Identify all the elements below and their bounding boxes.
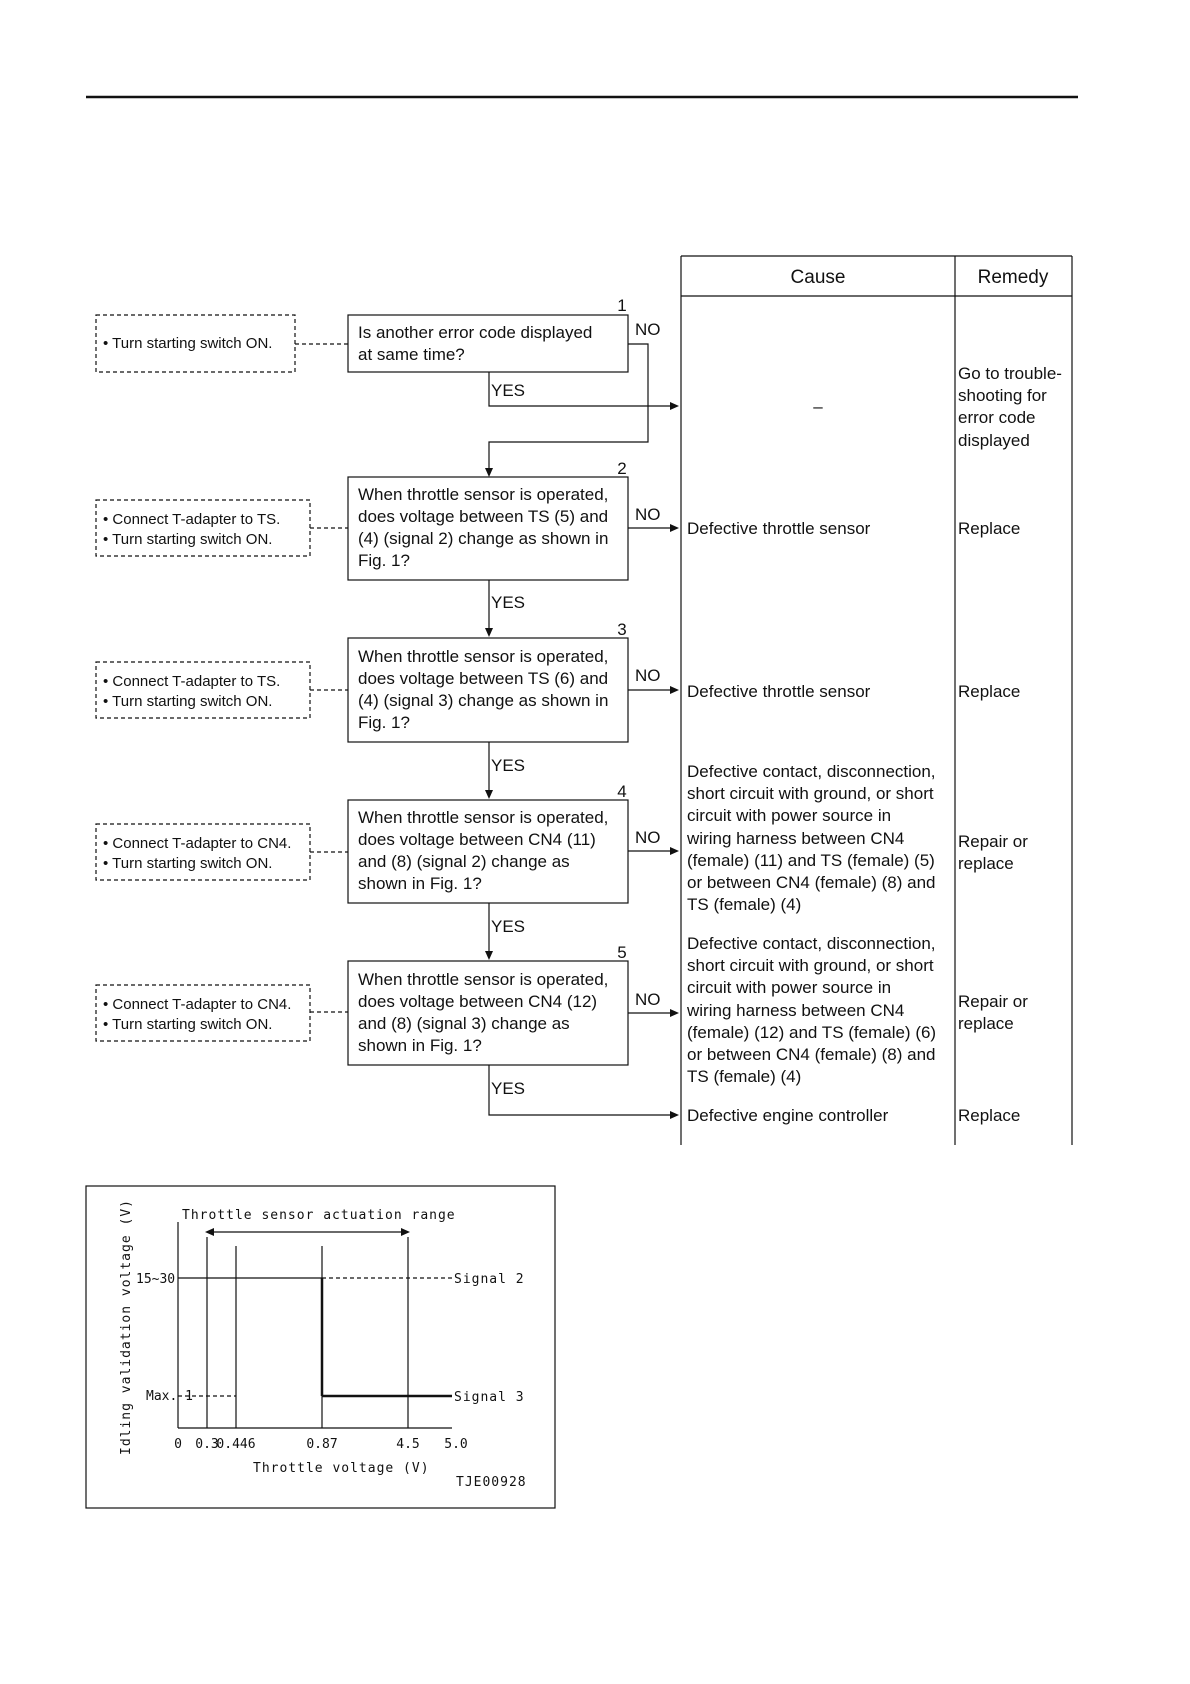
- question-1-line-2: at same time?: [358, 345, 465, 364]
- cause-4-line-2: short circuit with ground, or short: [687, 784, 934, 803]
- remedy-2: Replace: [958, 519, 1021, 538]
- question-3-line-4: Fig. 1?: [358, 713, 410, 732]
- yes-label-1: YES: [491, 381, 526, 400]
- figure-code: TJE00928: [456, 1475, 527, 1490]
- cause-4-line-7: TS (female) (4): [687, 895, 802, 914]
- cause-5-line-5: (female) (12) and TS (female) (6): [687, 1023, 937, 1042]
- no-label-5: NO: [635, 990, 661, 1009]
- x-tick-4.5: 4.5: [396, 1437, 420, 1452]
- cause-5-line-4: wiring harness between CN4: [687, 1001, 905, 1020]
- question-2-line-4: Fig. 1?: [358, 551, 410, 570]
- step-2: [96, 459, 679, 637]
- remedy-4-line-1: Repair or: [958, 832, 1028, 851]
- remedy-header: Remedy: [977, 267, 1049, 288]
- x-tick-0.87: 0.87: [306, 1437, 338, 1452]
- remedy-1-line-2: shooting for: [958, 386, 1047, 405]
- question-5-line-2: does voltage between CN4 (12): [358, 992, 598, 1011]
- question-5-line-4: shown in Fig. 1?: [358, 1036, 482, 1055]
- y-tick-max1: Max. 1: [146, 1389, 193, 1404]
- x-tick-0: 0: [174, 1437, 182, 1452]
- figure-1: [86, 1186, 555, 1508]
- cause-header: Cause: [790, 267, 846, 288]
- cause-5-line-6: or between CN4 (female) (8) and: [687, 1045, 936, 1064]
- question-2-line-3: (4) (signal 2) change as shown in: [358, 529, 609, 548]
- question-1-line-1: Is another error code displayed: [358, 323, 593, 342]
- causes: [686, 397, 936, 1125]
- condition-5-line-1: • Connect T-adapter to CN4.: [103, 996, 292, 1013]
- cause-5-line-1: Defective contact, disconnection,: [687, 934, 936, 953]
- signal-2-label: Signal 2: [454, 1272, 525, 1287]
- condition-3-line-2: • Turn starting switch ON.: [103, 693, 273, 710]
- no-label-3: NO: [635, 666, 661, 685]
- condition-4-line-1: • Connect T-adapter to CN4.: [103, 835, 292, 852]
- no-label-4: NO: [635, 828, 661, 847]
- question-4-line-1: When throttle sensor is operated,: [358, 808, 609, 827]
- step-number-1: 1: [617, 296, 627, 315]
- remedy-5-line-1: Repair or: [958, 992, 1028, 1011]
- condition-2-line-2: • Turn starting switch ON.: [103, 531, 273, 548]
- question-2-line-1: When throttle sensor is operated,: [358, 485, 609, 504]
- condition-5-line-2: • Turn starting switch ON.: [103, 1016, 273, 1033]
- step-3: [96, 620, 679, 799]
- step-number-2: 2: [617, 459, 627, 478]
- range-label: Throttle sensor actuation range: [182, 1208, 456, 1223]
- condition-1-line-1: • Turn starting switch ON.: [103, 335, 273, 352]
- x-tick-5.0: 5.0: [444, 1437, 468, 1452]
- step-number-3: 3: [617, 620, 627, 639]
- no-label-1: NO: [635, 320, 661, 339]
- question-4-line-4: shown in Fig. 1?: [358, 874, 482, 893]
- cause-1: –: [813, 397, 823, 416]
- question-5-line-1: When throttle sensor is operated,: [358, 970, 609, 989]
- yes-label-3: YES: [491, 756, 526, 775]
- remedy-1-line-4: displayed: [958, 431, 1030, 450]
- yes-label-2: YES: [491, 593, 526, 612]
- cause-4-line-6: or between CN4 (female) (8) and: [687, 873, 936, 892]
- remedy-1-line-1: Go to trouble-: [958, 364, 1062, 383]
- yes-label-5: YES: [491, 1079, 526, 1098]
- question-3-line-3: (4) (signal 3) change as shown in: [358, 691, 609, 710]
- cause-4-line-3: circuit with power source in: [687, 806, 892, 825]
- figure-frame: [86, 1186, 555, 1508]
- step-1: [96, 296, 679, 477]
- step-5: [96, 943, 679, 1119]
- remedies: [958, 364, 1062, 1125]
- cause-4-line-4: wiring harness between CN4: [687, 829, 905, 848]
- cause-2: Defective throttle sensor: [687, 519, 871, 538]
- question-4-line-3: and (8) (signal 2) change as: [358, 852, 570, 871]
- condition-4-line-2: • Turn starting switch ON.: [103, 855, 273, 872]
- x-axis-label: Throttle voltage (V): [253, 1461, 430, 1476]
- condition-2-line-1: • Connect T-adapter to TS.: [103, 511, 281, 528]
- y-axis-label: Idling validation voltage (V): [119, 1199, 134, 1455]
- yes-label-4: YES: [491, 917, 526, 936]
- step-4: [96, 782, 679, 960]
- x-tick-0.446: 0.446: [216, 1437, 256, 1452]
- remedy-1-line-3: error code: [958, 408, 1036, 427]
- cause-4-line-1: Defective contact, disconnection,: [687, 762, 936, 781]
- remedy-5-line-2: replace: [958, 1014, 1014, 1033]
- cause-3: Defective throttle sensor: [687, 682, 871, 701]
- condition-3-line-1: • Connect T-adapter to TS.: [103, 673, 281, 690]
- signal-3-label: Signal 3: [454, 1390, 525, 1405]
- x-tick-0.3: 0.3: [195, 1437, 219, 1452]
- step-number-5: 5: [617, 943, 627, 962]
- step-number-4: 4: [617, 782, 627, 801]
- question-3-line-1: When throttle sensor is operated,: [358, 647, 609, 666]
- cause-4-line-5: (female) (11) and TS (female) (5): [687, 851, 935, 870]
- remedy-4-line-2: replace: [958, 854, 1014, 873]
- question-5-line-3: and (8) (signal 3) change as: [358, 1014, 570, 1033]
- question-3-line-2: does voltage between TS (6) and: [358, 669, 609, 688]
- cause-5-line-2: short circuit with ground, or short: [687, 956, 934, 975]
- cause-5-line-7: TS (female) (4): [687, 1067, 802, 1086]
- remedy-6: Replace: [958, 1106, 1021, 1125]
- no-label-2: NO: [635, 505, 661, 524]
- cause-6: Defective engine controller: [687, 1106, 889, 1125]
- question-4-line-2: does voltage between CN4 (11): [358, 830, 596, 849]
- y-tick-15-30: 15~30: [136, 1272, 176, 1287]
- cause-5-line-3: circuit with power source in: [687, 978, 892, 997]
- remedy-3: Replace: [958, 682, 1021, 701]
- question-2-line-2: does voltage between TS (5) and: [358, 507, 609, 526]
